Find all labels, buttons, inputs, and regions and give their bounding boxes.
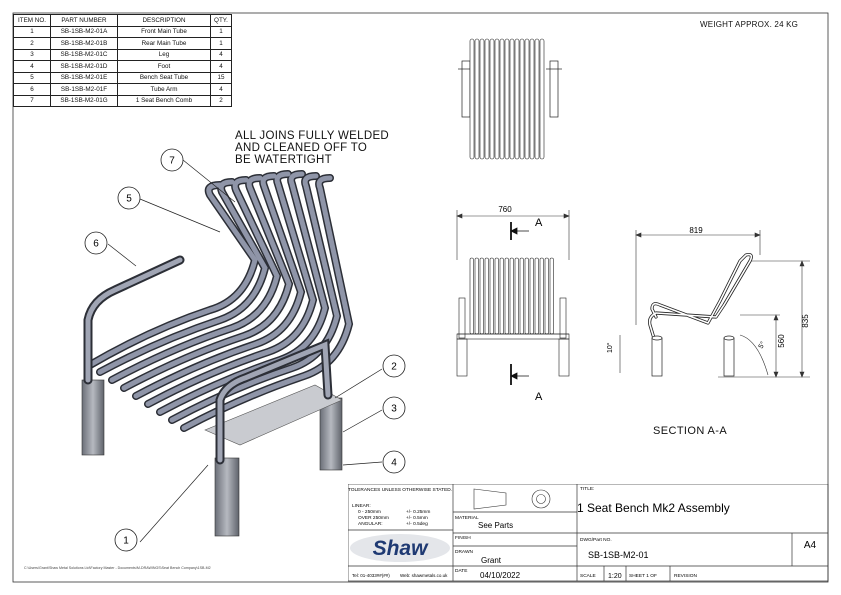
- bom-cell: SB-1SB-M2-01G: [51, 95, 118, 107]
- section-legs: [652, 336, 734, 376]
- bom-cell: Front Main Tube: [118, 26, 211, 38]
- date-value: 04/10/2022: [480, 571, 521, 580]
- welding-note-line: AND CLEANED OFF TO: [235, 142, 368, 154]
- material-value: See Parts: [478, 521, 514, 530]
- front-width-dim: 760: [498, 205, 512, 214]
- bom-cell: 1: [211, 26, 232, 38]
- drawn-label: DRAWN: [455, 550, 473, 555]
- drawn-value: Grant: [481, 556, 502, 565]
- top-view: [450, 35, 570, 165]
- welding-note-line: ALL JOINS FULLY WELDED: [235, 130, 390, 142]
- balloon-3: 3: [391, 403, 397, 415]
- bom-header-description: DESCRIPTION: [118, 15, 211, 27]
- bom-row: [14, 26, 232, 38]
- bom-cell: Leg: [118, 49, 211, 61]
- website: Web: shawmetals.co.uk: [400, 573, 448, 578]
- balloon-1: 1: [123, 535, 129, 547]
- tol-range: ANGULAR:: [358, 522, 383, 527]
- bom-cell: 6: [14, 84, 51, 96]
- bom-row: [14, 49, 232, 61]
- section-angle-dim: 5°: [757, 340, 768, 350]
- bom-cell: Bench Seat Tube: [118, 72, 211, 84]
- title-label: TITLE:: [580, 487, 595, 492]
- bom-cell: 2: [211, 95, 232, 107]
- bom-cell: 1: [14, 26, 51, 38]
- scale-label: SCALE: [580, 574, 596, 579]
- balloon-5: 5: [126, 193, 132, 205]
- file-path: C:\Users\Grant\Shaw Metal Solutions Ltd\Factory Master - Documents\M-DRAWINGS\Seat Bench Company\1SB-M2: [24, 566, 211, 570]
- bom-cell: SB-1SB-M2-01B: [51, 38, 118, 50]
- title-block: [348, 484, 829, 582]
- balloon-4: 4: [391, 457, 397, 469]
- bom-row: [14, 84, 232, 96]
- bom-cell: 4: [211, 49, 232, 61]
- bom-cell: 1 Seat Bench Comb: [118, 95, 211, 107]
- bom-cell: SB-1SB-M2-01A: [51, 26, 118, 38]
- bom-row: [14, 61, 232, 73]
- logo-text: Shaw: [372, 537, 428, 560]
- bom-cell: Tube Arm: [118, 84, 211, 96]
- section-view-label: SECTION A-A: [653, 425, 728, 437]
- scale-value: 1:20: [608, 573, 622, 580]
- section-marker-top: A: [535, 217, 543, 229]
- balloon-2: 2: [391, 361, 397, 373]
- section-marker-bottom: A: [535, 391, 543, 403]
- bom-cell: 4: [14, 61, 51, 73]
- tol-range: 0 - 250mm: [358, 510, 381, 515]
- finish-label: FINISH: [455, 536, 471, 541]
- section-seat-height-dim: 560: [777, 334, 786, 348]
- bom-cell: 4: [211, 84, 232, 96]
- section-view: [600, 225, 815, 395]
- tolerances-title: TOLERANCES UNLESS OTHERWISE STATED.: [348, 488, 453, 493]
- bom-cell: 4: [211, 61, 232, 73]
- tol-value: +/- 0.25mm: [406, 510, 431, 515]
- bom-cell: 15: [211, 72, 232, 84]
- top-view-tubes: [470, 39, 544, 159]
- balloon-7: 7: [169, 155, 175, 167]
- balloon-6: 6: [93, 238, 99, 250]
- bom-header-item: ITEM NO.: [14, 15, 51, 27]
- dwg-label: DWG/Part NO.: [580, 538, 612, 543]
- bom-header-qty: QTY.: [211, 15, 232, 27]
- dwg-number: SB-1SB-M2-01: [588, 550, 649, 560]
- bom-row: [14, 38, 232, 50]
- paper-size: A4: [803, 540, 817, 551]
- title-block-grid: [348, 484, 828, 581]
- bom-cell: 5: [14, 72, 51, 84]
- linear-label: LINEAR:: [352, 504, 371, 509]
- section-depth-dim: 819: [689, 226, 703, 235]
- revision-label: REVISION: [674, 574, 697, 579]
- section-height-dim: 835: [801, 314, 810, 328]
- tol-value: +/- 0.5deg: [406, 522, 428, 527]
- sheet-label: SHEET 1 OF: [629, 574, 657, 579]
- bom-cell: SB-1SB-M2-01C: [51, 49, 118, 61]
- shaw-logo: [350, 534, 450, 562]
- bom-cell: SB-1SB-M2-01D: [51, 61, 118, 73]
- material-label: MATERIAL: [455, 516, 479, 521]
- bom-cell: SB-1SB-M2-01E: [51, 72, 118, 84]
- bom-header-row: [14, 15, 232, 27]
- bom-cell: 1: [211, 38, 232, 50]
- bom-cell: 2: [14, 38, 51, 50]
- front-view-tubes: [470, 258, 554, 334]
- welding-note-line: BE WATERTIGHT: [235, 154, 332, 166]
- tol-value: +/- 0.5mm: [406, 516, 428, 521]
- front-view-dimension: [457, 210, 569, 260]
- section-dimensions: [620, 230, 810, 377]
- bill-of-materials: [13, 14, 232, 107]
- bom-cell: Foot: [118, 61, 211, 73]
- bom-cell: 3: [14, 49, 51, 61]
- projection-symbol: [474, 489, 550, 509]
- front-view: [445, 200, 580, 410]
- bom-cell: SB-1SB-M2-01F: [51, 84, 118, 96]
- date-label: DATE: [455, 569, 468, 574]
- section-small-angle-dim: 10°: [607, 342, 614, 353]
- bom-row: [14, 95, 232, 107]
- weight-note: WEIGHT APPROX. 24 KG: [700, 20, 799, 29]
- bom-cell: 7: [14, 95, 51, 107]
- telephone: Tel: 01-4033##(##): [352, 573, 390, 578]
- bom-row: [14, 72, 232, 84]
- tol-range: OVER 250mm: [358, 516, 389, 521]
- drawing-title: 1 Seat Bench Mk2 Assembly: [577, 501, 730, 515]
- bom-header-part: PART NUMBER: [51, 15, 118, 27]
- bom-cell: Rear Main Tube: [118, 38, 211, 50]
